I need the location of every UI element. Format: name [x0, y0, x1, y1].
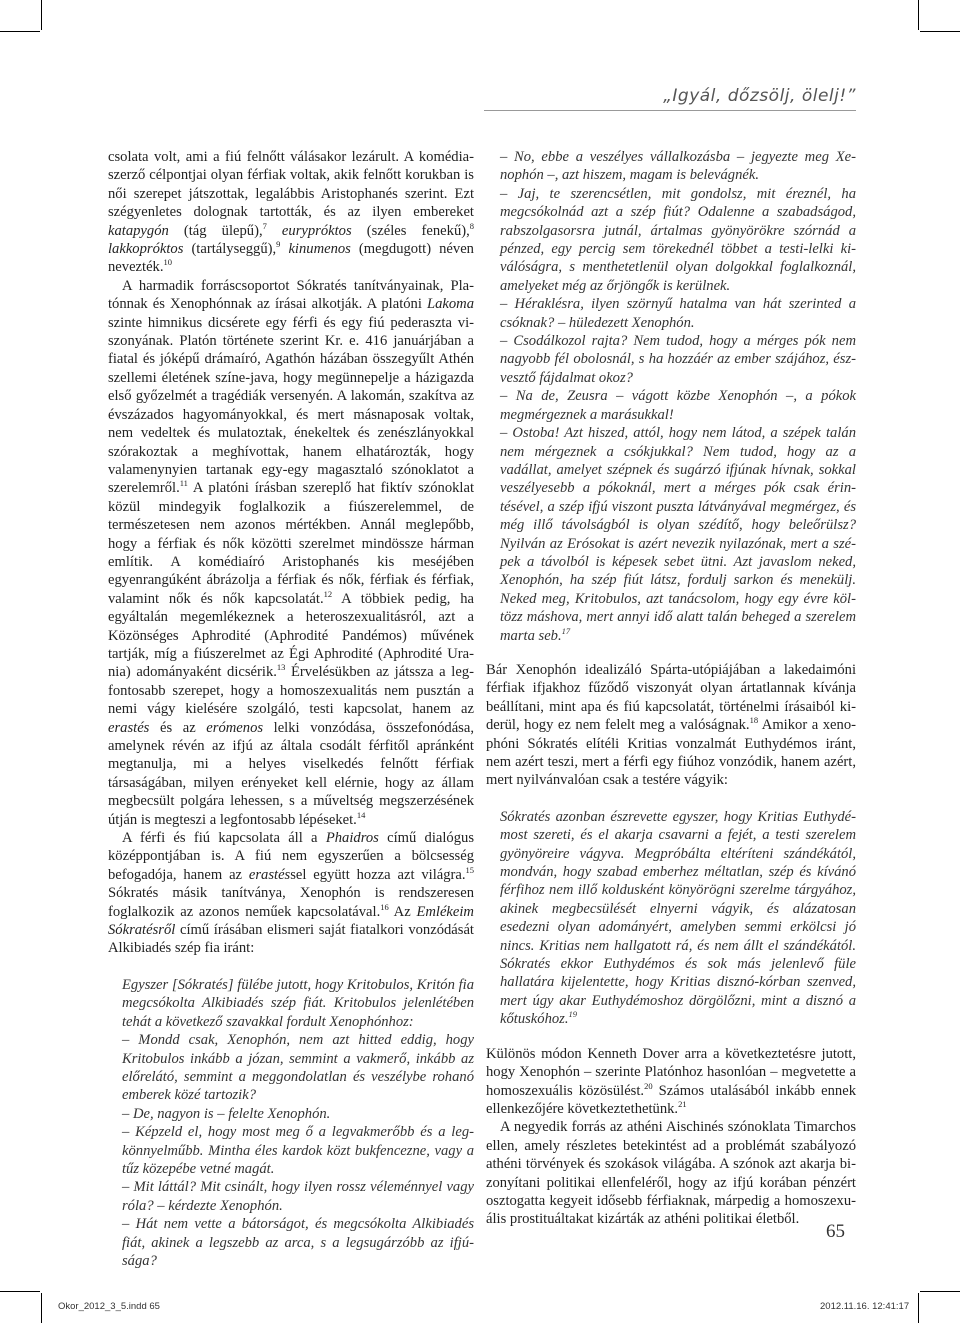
- block-quote: [486, 808, 856, 1029]
- quote-line: – Hát nem vette a bátorságot, és megcsókolta Alkibiadés fiát, akinek a legszebb az arca, s a legsugárzóbb az ifjúsága?: [122, 1216, 474, 1269]
- quote-line: – Na de, Zeusra – vágott közbe Xenophón –, a pókok megmérgeznek a marásukkal!: [500, 388, 856, 423]
- running-header: „Igyál, dőzsölj, ölelj!”: [484, 86, 856, 111]
- paragraph: Bár Xenophón idealizáló Spárta-utópiájában a lakedaimóni férfiak ifjakhoz fűződő viszonyát olyan ártatlannak kívánja beállítani, mint apa és fiú kapcsolatát, történelmi írásaiból kiderül, hogy ez nem felelt meg a valóságnak.$^{18}$ Amikor a xenophóni Sókratés elítéli Kritias vonzalmát Euthydémos iránt, nem azért teszi, mert a férfi egy fiúhoz vonzódik, hanem azért, mert nyilvánvalóan csak a testére vágyik:: [486, 661, 856, 789]
- footnote-ref[interactable]: 8: [469, 220, 474, 231]
- footnote-ref[interactable]: 19: [568, 1009, 578, 1020]
- footnote-ref[interactable]: 11: [179, 478, 188, 489]
- right-column: [486, 148, 856, 1229]
- crop-mark: [918, 0, 919, 30]
- page-number: 65: [826, 1221, 845, 1242]
- crop-mark: [41, 1293, 42, 1323]
- crop-mark: [41, 0, 42, 30]
- block-quote: [486, 148, 856, 645]
- quote-line: – No, ebbe a veszélyes vállalkozásba – jegyezte meg Xenophón –, azt hiszem, magam is belevágnék.: [500, 149, 856, 184]
- footnote-ref[interactable]: 20: [644, 1080, 653, 1091]
- paragraph: Különös módon Kenneth Dover arra a következtetésre jutott, hogy Xenophón – szerinte Platónhoz hasonlóan – megvetette a homoszexuális közösülést.$^{20}$ Számos utalásából inkább ennek ellenkezőjére következtethetünk.$^{21}$: [486, 1045, 856, 1117]
- footnote-ref[interactable]: 21: [678, 1099, 687, 1110]
- quote-line: Egyszer [Sókratés] fülébe jutott, hogy Kritobulos, Kritón fia megcsókolta Alkibiadés szép fiát. Kritobulos jelenlétében tehát a következő szavakkal fordult Xenophónhoz:: [122, 976, 474, 1030]
- paragraph: csolata volt, ami a fiú felnőtt válásakor lezárult. A komédiaszerző célpontjai olyan férfiak voltak, akik felnőtt korukban is női szerepet játszottak, legalábbis Aristophanés szerint. Ezt szégyenletes dolognak tartották, és az ilyen embereket katapygón (tág ülepű),$^7$ eurypróktos (széles fenekű),$^8$ lakkopróktos (tartályseggű),$^9$ kinumenos (megdugott) néven nevezték.$^{10}$: [108, 149, 474, 276]
- crop-mark: [0, 1291, 40, 1292]
- footnote-ref[interactable]: 9: [276, 239, 281, 250]
- crop-mark: [920, 1291, 960, 1292]
- footnote-ref[interactable]: 7: [262, 220, 267, 231]
- footnote-ref[interactable]: 13: [276, 662, 286, 673]
- footnote-ref[interactable]: 16: [380, 901, 389, 912]
- paragraph: A harmadik forráscsoportot Sókratés tanítványainak, Platónnak és Xenophónnak az írásai alkotják. A platóni Lakoma szinte himnikus dicsérete egy férfi és egy fiú pederaszta viszonyának. Platón története szerint Kr. e. 416 januárjában a fiatal és jóképű drámaíró, Agathón házában összegyűlt Athén szellemi életének színe-java, hogy megünnepelje a házigazda első győzelmét a tragédiák versenyén. A lakomán, szakítva az évszázados hagyományokkal, és mert másnaposak voltak, nem vedeltek és mulatoztak, énekeltek és zenészlányokkal szórakoztak a meghívottak, hanem elhatározták, hogy valamenynyien tartanak egy-egy magasztaló szónoklatot a szerelemről.$^{11}$ A platóni írásban szereplő hat fiktív szónoklat közül mindegyik foglalkozik a fiúszerelemmel, de természetesen nem azonos mértékben. Annál meglepőbb, hogy a férfiak és nők közötti szerelmet mindössze hárman említik. A komédiaíró Aristophanés kis meséjében egyenrangúként ábrázolja a férfiak és nők, férfiak és férfiak, valamint nők és nők kapcsolatát.$^{12}$ A többiek pedig, ha egyáltalán megemlékeznek a heteroszexualitásról, azt a Közönséges Aphrodité (Aphrodité Pandémos) művének tartják, míg a fiúszerelmet az Égi Aphrodité (Aphrodité Urania) adományaként dicsérik.$^{13}$ Érvelésükben az játssza a legfontosabb szerepet, hogy a homoszexualitás nem pusztán a nemi vágy kielésére szolgáló, testi kapcsolat, hanem az erastés és az erómenos lelki vonzódása, összefonódása, amelynek révén az ifjú az általa csodált férfitől apránként megtanulja, mi a helyes viselkedés felnőtt férfiak társaságában, milyen erényeket kell elérnie, hogy az állam megbecsült polgára lehessen, s a műveltség megszerzésének útján is megteszi a legfontosabb lépéseket.$^{14}$: [108, 277, 474, 828]
- crop-mark: [920, 31, 960, 32]
- quote-line: – Csodálkozol rajta? Nem tudod, hogy a mérges pók nem nagyobb fél obolosnál, s ha hozzáér az ember szájához, észvesztő fájdalmat okoz?: [500, 333, 856, 386]
- slug-datetime: 2012.11.16. 12:41:17: [820, 1301, 910, 1312]
- crop-mark: [918, 1293, 919, 1323]
- footnote-ref[interactable]: 17: [561, 625, 571, 636]
- block-quote: [108, 976, 474, 1271]
- quote-line: – Mondd csak, Xenophón, nem azt hitted eddig, hogy Kritobulos inkább a józan, semmint a vakmerő, inkább az előrelátó, semmint a meggondolatlan és veszélybe rohanó emberek közé tartozik?: [122, 1032, 474, 1104]
- quote-line: Sókratés azonban észrevette egyszer, hogy Kritias Euthydémost szereti, és el akarja csavarni a fejét, a testi szerelem gyönyöreire vágyva. Megpróbálta eltéríteni szándékától, mondván, hogy szabad emberhez méltatlan, szép és kívánó férfihoz nem illő koldusként könyörögni szerelme tárgyához, akinek megbecsülését elnyerni vágyik, és alázatosan esedezni olyan adományért, amelyben semmi erkölcsi jó nincs. Kritias nem hallgatott rá, és nem állt el szándékától. Sókratés ekkor Euthydémos és sok más jelenlevő füle hallatára kijelentette, hogy Kritias disznó-kórban szenved, mert úgy akar Euthydémoshoz dörgölőzni, mint a disznó a kőtuskóhoz.$^{19}$: [500, 808, 856, 1028]
- quote-line: – Jaj, te szerencsétlen, mit gondolsz, mit éreznél, ha megcsókolnád azt a szép fiút? Odalenne a szabadságod, rabszolgasorsra jutnál, ártalmas gyönyörökre szórnád a pénzed, egy percig sem törekednél többet a testi-lelki kiválóságra, s menthetetlenül olyan dolgokkal foglalkoznál, amelyeket még az őrjöngők is kerülnek.: [500, 185, 856, 294]
- quote-line: – Mit láttál? Mit csinált, hogy ilyen rossz véleménnyel vagy róla? – kérdezte Xenophón.: [122, 1179, 474, 1214]
- left-column: [108, 148, 474, 1286]
- footnote-ref[interactable]: 14: [356, 809, 366, 820]
- footnote-ref[interactable]: 18: [749, 715, 759, 726]
- quote-line: – Képzeld el, hogy most meg ő a legvakmerőbb és a legkönnyelműbb. Mintha éles kardok közt bukfencezne, vagy a tűz közepébe vetné magát.: [122, 1124, 474, 1177]
- paragraph: A negyedik forrás az athéni Aischinés szónoklata Timarchos ellen, amely részletes betekintést ad a problémát szabályozó athéni törvények és szokások világába. A szónok azt akarja bizonyítani politikai ellenfeléről, hogy az ifjú korában pénzért osztogatta kegyeit idősebb férfiaknak, márpedig a homoszexuális prostituáltakat kizárták az athéni politikai életből.: [486, 1119, 856, 1228]
- paragraph: A férfi és fiú kapcsolata áll a Phaidros című dialógus középpontjában is. A fiú nem egyszerűen a bölcsesség befogadója, hanem az erastéssel együtt hozza azt világra.$^{15}$ Sókratés másik tanítványa, Xenophón is rendszeresen foglalkozik az azonos neműek kapcsolatával.$^{16}$ Az Emlékeim Sókratésről című írásában elismeri saját fiatalkori vonzódását Alkibiadés szép fia iránt:: [108, 830, 475, 957]
- footnote-ref[interactable]: 12: [323, 588, 333, 599]
- footnote-ref[interactable]: 10: [163, 257, 173, 268]
- crop-mark: [0, 31, 40, 32]
- quote-line: – Héraklésra, ilyen szörnyű hatalma van hát szerinted a csóknak? – hüledezett Xenophón.: [500, 296, 856, 331]
- slug-filename: Okor_2012_3_5.indd 65: [58, 1301, 160, 1312]
- quote-line: – Ostoba! Azt hiszed, attól, hogy nem látod, a szépek talán nem mérgeznek a csókjukkal? Nem tudod, hogy az a vadállat, amelyet szépnek és sugárzó ifjúnak hívnak, sokkal veszélyesebb a pókoknál, mert a mérges pók csak érintésével, a szép ifjú viszont puszta látványával megmérgez, és még illő távolságból is olyan szédítő, hogy beleőrülsz? Nyilván az Erósokat is azért nevezik nyilazónak, mert a szépek a távolból is képesek sebet ütni. Azt javaslom neked, Xenophón, ha szép fiút látsz, fordulj sarkon és menekülj. Neked meg, Kritobulos, azt tanácsolom, hogy egy évre költözz máshova, mert annyi idő alatt talán beheged a szerelem marta seb.$^{17}$: [500, 425, 856, 644]
- footnote-ref[interactable]: 15: [465, 864, 475, 875]
- quote-line: – De, nagyon is – felelte Xenophón.: [122, 1105, 331, 1122]
